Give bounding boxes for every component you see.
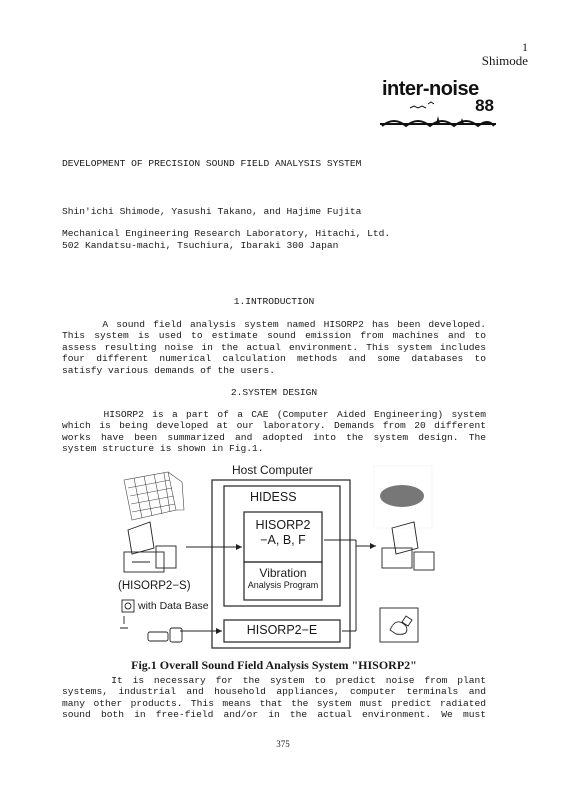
text-line: systems, industrial and household appliances, computer terminals and xyxy=(62,686,486,698)
logo-year: 88 xyxy=(475,96,494,115)
wireframe-model-icon xyxy=(124,472,184,520)
section-heading-introduction: 1.INTRODUCTION xyxy=(233,296,315,307)
affiliation-line-1: Mechanical Engineering Research Laboratory, Hitachi, Ltd. xyxy=(62,228,391,239)
paper-title: DEVELOPMENT OF PRECISION SOUND FIELD ANALYSIS SYSTEM xyxy=(62,158,362,169)
figure-1 xyxy=(110,462,450,654)
text-line: works have been summarized and adopted into the system design. The xyxy=(62,431,486,443)
text-line: assess resulting noise in the actual environment. This system includes xyxy=(62,341,486,353)
logo-bridge-icon xyxy=(380,80,496,136)
database-label: with Data Base xyxy=(138,600,209,612)
hisorp2-name: HISORP2 xyxy=(255,518,311,532)
affiliation-line-2: 502 Kandatsu-machi, Tsuchiura, Ibaraki 300 Japan xyxy=(62,240,339,251)
footer-page-number: 375 xyxy=(276,739,290,749)
text-line: which is being developed at our laboratory. Demands from 20 different xyxy=(62,420,486,432)
introduction-body xyxy=(62,319,486,376)
vibration-label xyxy=(244,566,322,591)
text-line: HISORP2 is a part of a CAE (Computer Aided Engineering) system xyxy=(62,409,486,420)
vibration-subtitle: Analysis Program xyxy=(247,580,319,590)
contour-plot-icon xyxy=(380,608,418,642)
hisorp2-label xyxy=(244,518,322,548)
system-design-body xyxy=(62,409,486,455)
text-line: satisfy various demands of the users. xyxy=(62,364,276,376)
text-line: four different numerical calculation methods and some databases to xyxy=(62,353,486,365)
output-workstation-icon xyxy=(382,522,434,570)
logo-wordmark: inter-noise xyxy=(382,78,479,100)
host-computer-label: Host Computer xyxy=(232,463,313,477)
section-heading-system-design: 2.SYSTEM DESIGN xyxy=(230,387,318,398)
continuation-body xyxy=(62,675,486,721)
hisorp2e-label: HISORP2−E xyxy=(246,623,318,637)
vibration-title: Vibration xyxy=(259,566,307,580)
text-line: It is necessary for the system to predict noise from plant xyxy=(62,675,486,686)
figure-caption: Fig.1 Overall Sound Field Analysis System "HISORP2" xyxy=(131,658,417,672)
hidess-label: HIDESS xyxy=(250,490,297,504)
text-line: A sound field analysis system named HISORP2 has been developed. xyxy=(62,319,486,330)
page-number: 1 xyxy=(522,40,528,54)
workstation-icon xyxy=(124,522,176,572)
hisorp2s-label: (HISORP2−S) xyxy=(118,580,191,592)
text-line: sound both in free-field and/or in the actual environment. We must xyxy=(62,709,486,721)
hisorp2-variants: −A, B, F xyxy=(260,533,306,547)
author-running-head: Shimode xyxy=(481,53,528,68)
paper-authors: Shin'ichi Shimode, Yasushi Takano, and Hajime Fujita xyxy=(62,206,362,217)
noise-map-icon xyxy=(380,485,424,507)
inter-noise-logo xyxy=(380,80,496,136)
text-line: This system is used to estimate sound emission from machines and to xyxy=(62,330,486,342)
text-line: many other products. This means that the system must predict radiated xyxy=(62,697,486,709)
text-line: system structure is shown in Fig.1. xyxy=(62,443,264,455)
